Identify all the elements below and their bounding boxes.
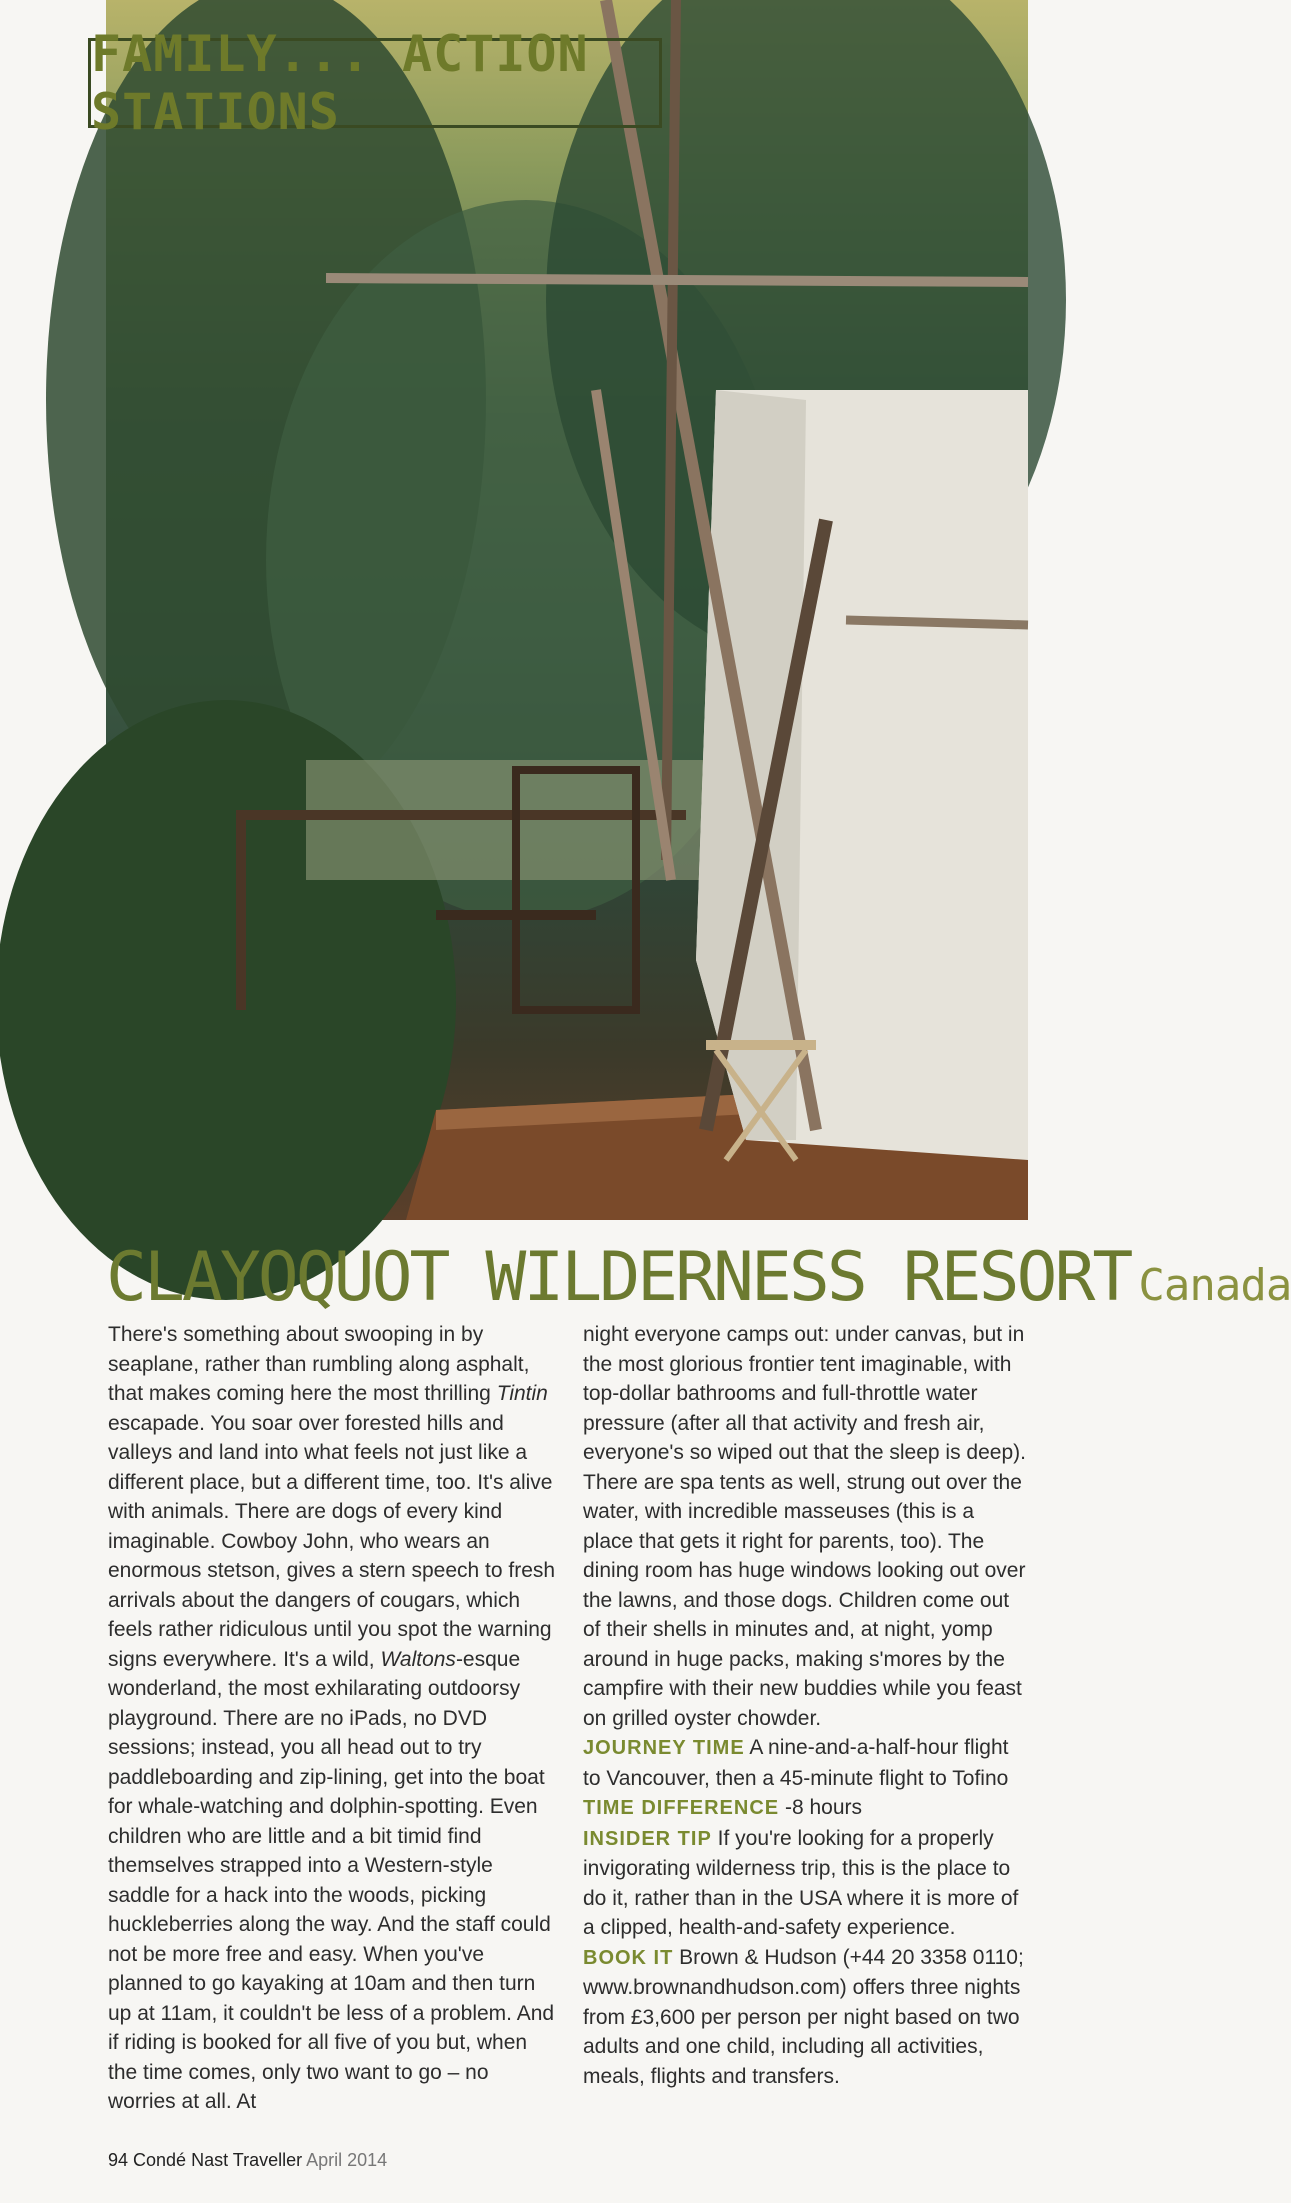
resort-name: CLAYOQUOT WILDERNESS RESORT bbox=[106, 1238, 1131, 1317]
body-column-right bbox=[583, 1320, 1029, 2091]
hero-photo bbox=[106, 0, 1028, 1220]
fact-text: If you're looking for a properly invigorating wilderness trip, this is the place to do it, rather than in the USA where it is more of a clipped, health-and-safety experience. bbox=[583, 1826, 1019, 1939]
body-paragraph-right: night everyone camps out: under canvas, but in the most glorious frontier tent imaginable, with top-dollar bathrooms and full-throttle water pressure (after all that activity and fresh air, everyone's so wiped out that the sleep is deep). There are spa tents as well, strung out over the water, with incredible masseuses (this is a place that gets it right for parents, too). The dining room has huge windows looking out over the lawns, and those dogs. Children come out of their shells in minutes and, at night, yomp around in huge packs, making s'mores by the campfire with their new buddies while you feast on grilled oyster chowder. bbox=[583, 1323, 1026, 1730]
page-footer bbox=[108, 2150, 387, 2171]
tent-deck-illustration bbox=[106, 0, 1028, 1220]
fact-insider-tip bbox=[583, 1824, 1029, 1943]
fact-time-difference bbox=[583, 1793, 1029, 1824]
body-text: escapade. You soar over forested hills and valleys and land into what feels not just like a different place, but a different time, too. It's alive with animals. There are dogs of every kind imaginable. Cowboy John, who wears an enormous stetson, gives a stern speech to fresh arrivals about the dangers of cougars, which feels rather ridiculous until you spot the warning signs everywhere. It's a wild, bbox=[108, 1411, 556, 1671]
fact-book-it bbox=[583, 1943, 1029, 2092]
body-paragraph-left bbox=[108, 1320, 558, 2117]
page-number: 94 Condé Nast Traveller bbox=[108, 2150, 303, 2170]
fact-label: TIME DIFFERENCE bbox=[583, 1797, 780, 1819]
italic-title: Waltons bbox=[380, 1647, 456, 1671]
body-text: -esque wonderland, the most exhilarating outdoorsy playground. There are no iPads, no DVD sessions; instead, you all head out to try paddleboarding and zip-lining, get into the boat for whale-watching and dolphin-spotting. Even children who are little and a bit timid find themselves strapped into a Western-style saddle for a hack into the woods, picking huckleberries along the way. And the staff could not be more free and easy. When you've planned to go kayaking at 10am and then turn up at 11am, it couldn't be less of a problem. And if riding is booked for all five of you but, when the time comes, only two want to go – no worries at all. At bbox=[108, 1647, 555, 2113]
fact-label: BOOK IT bbox=[583, 1946, 674, 1969]
body-text: There's something about swooping in by seaplane, rather than rumbling along asphalt, that makes coming here the most thrilling bbox=[108, 1323, 530, 1405]
italic-title: Tintin bbox=[496, 1382, 548, 1405]
issue-date: April 2014 bbox=[306, 2150, 388, 2170]
body-column-left bbox=[108, 1320, 558, 2117]
fact-label: INSIDER TIP bbox=[583, 1827, 712, 1850]
country-name: Canada bbox=[1138, 1260, 1291, 1311]
fact-text: Brown & Hudson (+44 20 3358 0110; www.brownandhudson.com) offers three nights from £3,600 per person per night based on two adults and one child, including all activities, meals, flights and transfers. bbox=[583, 1945, 1024, 2088]
fact-text: A nine-and-a-half-hour flight to Vancouver, then a 45-minute flight to Tofino bbox=[583, 1736, 1009, 1790]
fact-text: -8 hours bbox=[779, 1796, 862, 1819]
fact-label: JOURNEY TIME bbox=[583, 1737, 745, 1759]
section-label-box bbox=[88, 25, 662, 141]
fact-journey-time bbox=[583, 1733, 1029, 1793]
section-label: FAMILY... ACTION STATIONS bbox=[91, 25, 589, 141]
article-headline bbox=[106, 1238, 1291, 1318]
